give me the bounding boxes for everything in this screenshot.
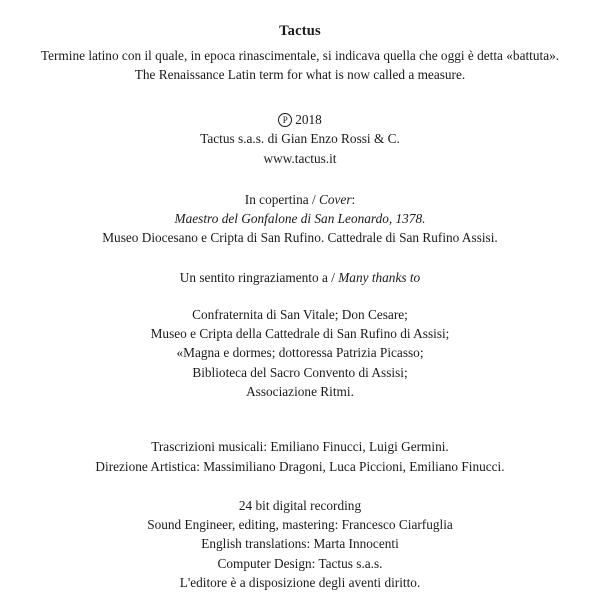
credit-line: Sound Engineer, editing, mastering: Francesco Ciarfuglia	[147, 517, 453, 533]
thanks-entry: Biblioteca del Sacro Convento di Assisi;	[192, 364, 408, 380]
thanks-heading-italian: Un sentito ringraziamento a	[179, 269, 328, 285]
cover-artwork: Maestro del Gonfalone di San Leonardo, 1378.	[174, 211, 426, 227]
spacer-after-subtitle	[16, 84, 584, 110]
thanks-entry: «Magna e dormes; dottoressa Patrizia Picasso;	[176, 345, 424, 361]
credit-line: Computer Design: Tactus s.a.s.	[217, 555, 383, 571]
spacer-after-musical-credits	[16, 476, 584, 496]
credit-line: Direzione Artistica: Massimiliano Dragoni, Luca Piccioni, Emiliano Finucci.	[95, 458, 505, 474]
thanks-entry: Associazione Ritmi.	[246, 384, 354, 400]
spacer-extra	[16, 423, 584, 437]
copyright-year: 2018	[295, 112, 322, 128]
spacer-after-thanks-heading	[16, 287, 584, 305]
phonogram-copyright-icon: P	[278, 113, 292, 127]
spacer-after-thanks-list	[16, 401, 584, 423]
thanks-heading-english: Many thanks to	[338, 269, 421, 285]
spacer-after-cover	[16, 248, 584, 268]
credit-line: English translations: Marta Innocenti	[201, 536, 399, 552]
cover-heading-english: Cover	[319, 191, 352, 207]
cover-heading-colon: :	[351, 191, 356, 207]
cover-heading-separator: /	[308, 191, 319, 207]
credit-line: Trascrizioni musicali: Emiliano Finucci, Luigi Germini.	[151, 439, 449, 455]
credit-line: 24 bit digital recording	[238, 497, 362, 513]
website-line: www.tactus.it	[263, 150, 337, 166]
page-title: Tactus	[279, 23, 321, 39]
thanks-list	[16, 305, 584, 401]
spacer-after-copyright	[16, 168, 584, 190]
thanks-entry: Confraternita di San Vitale; Don Cesare;	[192, 306, 408, 322]
thanks-heading-separator: /	[327, 269, 339, 285]
subtitle-italian: Termine latino con il quale, in epoca rinascimentale, si indicava quella che oggi è detta «battuta».	[40, 47, 560, 63]
thanks-entry: Museo e Cripta della Cattedrale di San Rufino di Assisi;	[150, 326, 450, 342]
cover-heading-italian: In copertina	[244, 191, 309, 207]
musical-credits	[16, 437, 584, 476]
thanks-heading	[16, 268, 584, 287]
subtitle-english: The Renaissance Latin term for what is now called a measure.	[134, 66, 466, 82]
copyright-line	[16, 110, 584, 129]
cover-heading	[16, 190, 584, 209]
technical-credits	[16, 496, 584, 592]
publisher-line: Tactus s.a.s. di Gian Enzo Rossi & C.	[200, 131, 400, 147]
cover-location: Museo Diocesano e Cripta di San Rufino. Cattedrale di San Rufino Assisi.	[102, 230, 498, 246]
credit-line: L'editore è a disposizione degli aventi diritto.	[179, 574, 421, 590]
